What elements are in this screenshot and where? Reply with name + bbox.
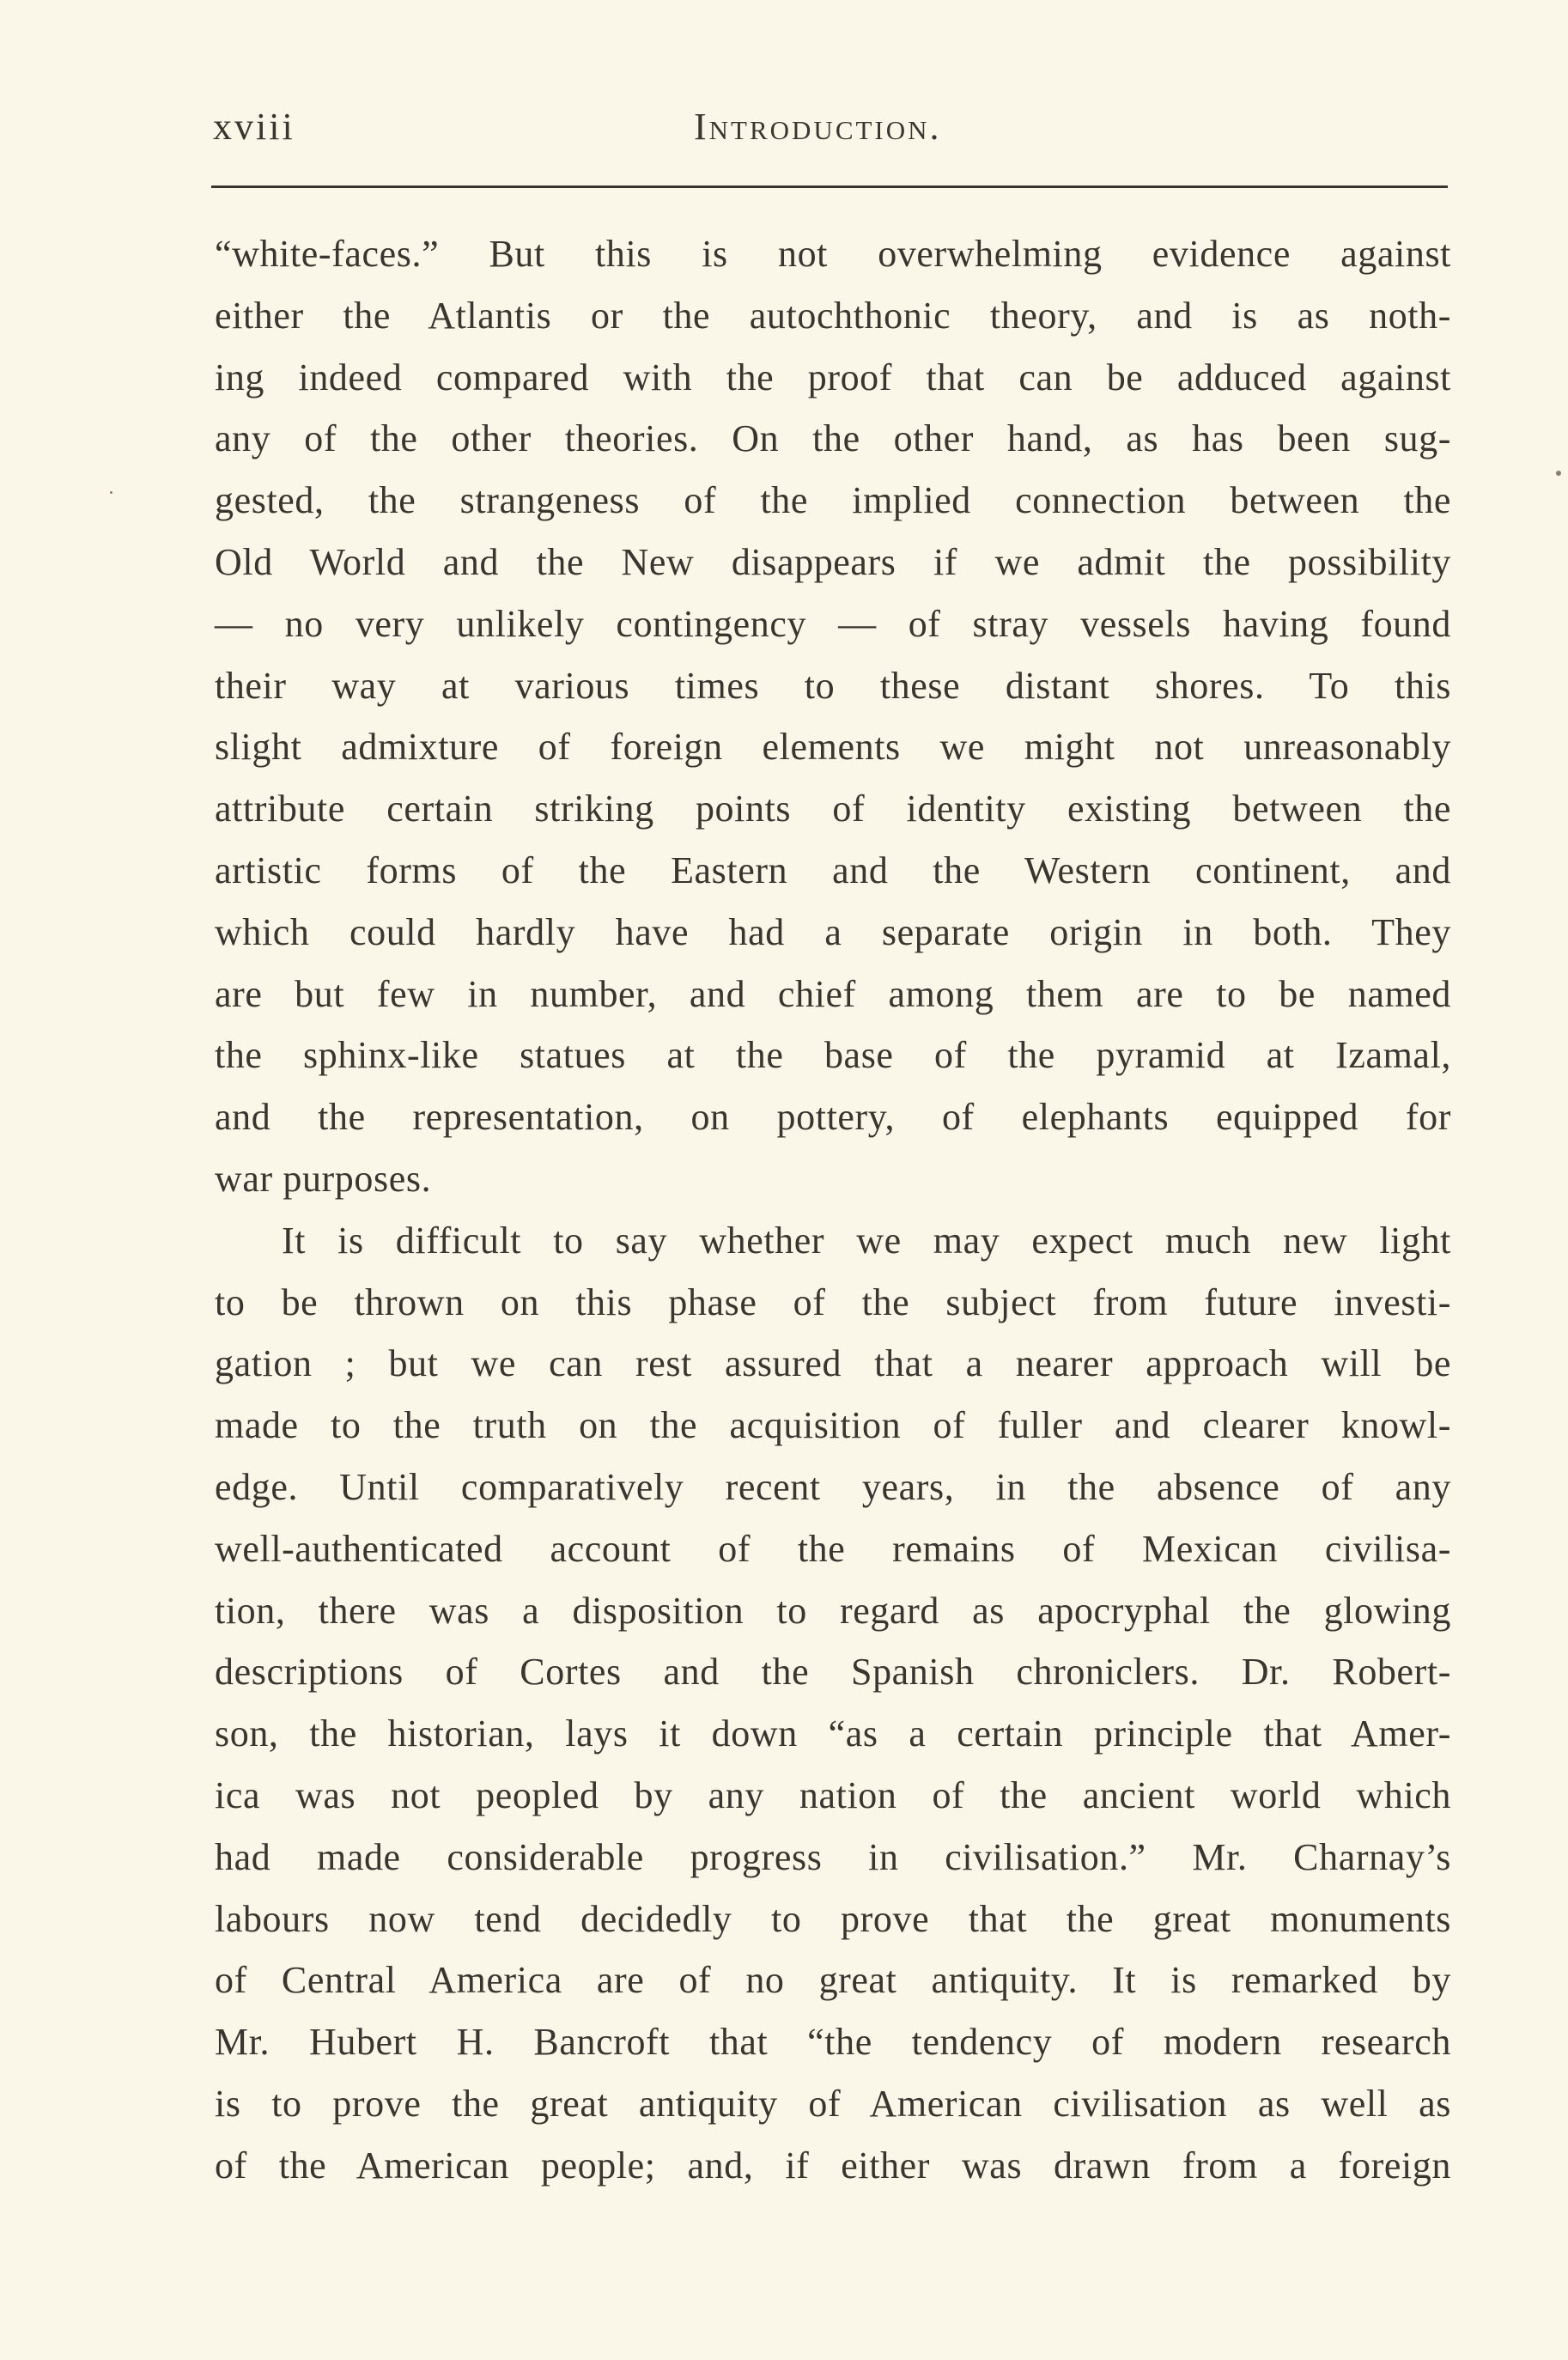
text-line: tion, there was a disposition to regard as apocryphal the glowing: [215, 1589, 1451, 1632]
text-line: either the Atlantis or the autochthonic theory, and is as noth-: [215, 294, 1451, 337]
text-line: Mr. Hubert H. Bancroft that “the tendency of modern research: [215, 2021, 1451, 2064]
paper-speck: [1556, 471, 1561, 476]
text-line: which could hardly have had a separate origin in both. They: [215, 910, 1451, 953]
text-line: war purposes.: [215, 1157, 432, 1200]
text-line: labours now tend decidedly to prove that the great monuments: [215, 1897, 1451, 1940]
paper-speck: [110, 491, 112, 494]
text-line: and the representation, on pottery, of elephants equipped for: [215, 1096, 1451, 1139]
text-line: ica was not peopled by any nation of the ancient world which: [215, 1773, 1451, 1816]
text-line: of Central America are of no great antiquity. It is remarked by: [215, 1959, 1451, 2002]
text-line: had made considerable progress in civilisation.” Mr. Charnay’s: [215, 1835, 1451, 1878]
text-line: Old World and the New disappears if we admit the possibility: [215, 540, 1451, 583]
text-line: edge. Until comparatively recent years, in the absence of any: [215, 1465, 1451, 1508]
text-line: is to prove the great antiquity of American civilisation as well as: [215, 2082, 1451, 2125]
text-line: their way at various times to these distant shores. To this: [215, 664, 1451, 707]
body-text: [215, 223, 1451, 2197]
text-line: attribute certain striking points of identity existing between the: [215, 788, 1451, 830]
text-line: ing indeed compared with the proof that can be adduced against: [215, 356, 1451, 398]
page-number: xviii: [213, 106, 295, 148]
text-line: well-authenticated account of the remains of Mexican civilisa-: [215, 1527, 1451, 1570]
text-line: slight admixture of foreign elements we might not unreasonably: [215, 726, 1451, 769]
text-line: son, the historian, lays it down “as a certain principle that Amer-: [215, 1712, 1451, 1755]
header-rule: [211, 186, 1448, 188]
text-line: descriptions of Cortes and the Spanish chroniclers. Dr. Robert-: [215, 1651, 1451, 1694]
text-line: artistic forms of the Eastern and the Western continent, and: [215, 849, 1451, 891]
text-line: are but few in number, and chief among them are to be named: [215, 972, 1451, 1015]
text-line: “white-faces.” But this is not overwhelming evidence against: [215, 233, 1451, 275]
paragraph-1: [215, 223, 1451, 1210]
text-line: the sphinx-like statues at the base of the pyramid at Izamal,: [215, 1034, 1451, 1077]
text-line: made to the truth on the acquisition of fuller and clearer knowl-: [215, 1404, 1451, 1447]
text-line: to be thrown on this phase of the subject from future investi-: [215, 1280, 1451, 1323]
text-line: — no very unlikely contingency — of stray vessels having found: [215, 602, 1451, 645]
text-line: any of the other theories. On the other hand, as has been sug-: [215, 417, 1451, 460]
text-line: of the American people; and, if either was drawn from a foreign: [215, 2144, 1451, 2187]
text-line: gation ; but we can rest assured that a nearer approach will be: [215, 1342, 1451, 1385]
running-title: Introduction.: [694, 106, 942, 148]
text-line: gested, the strangeness of the implied connection between the: [215, 479, 1451, 522]
text-line: It is difficult to say whether we may expect much new light: [282, 1219, 1451, 1262]
paragraph-2: [215, 1210, 1451, 2197]
